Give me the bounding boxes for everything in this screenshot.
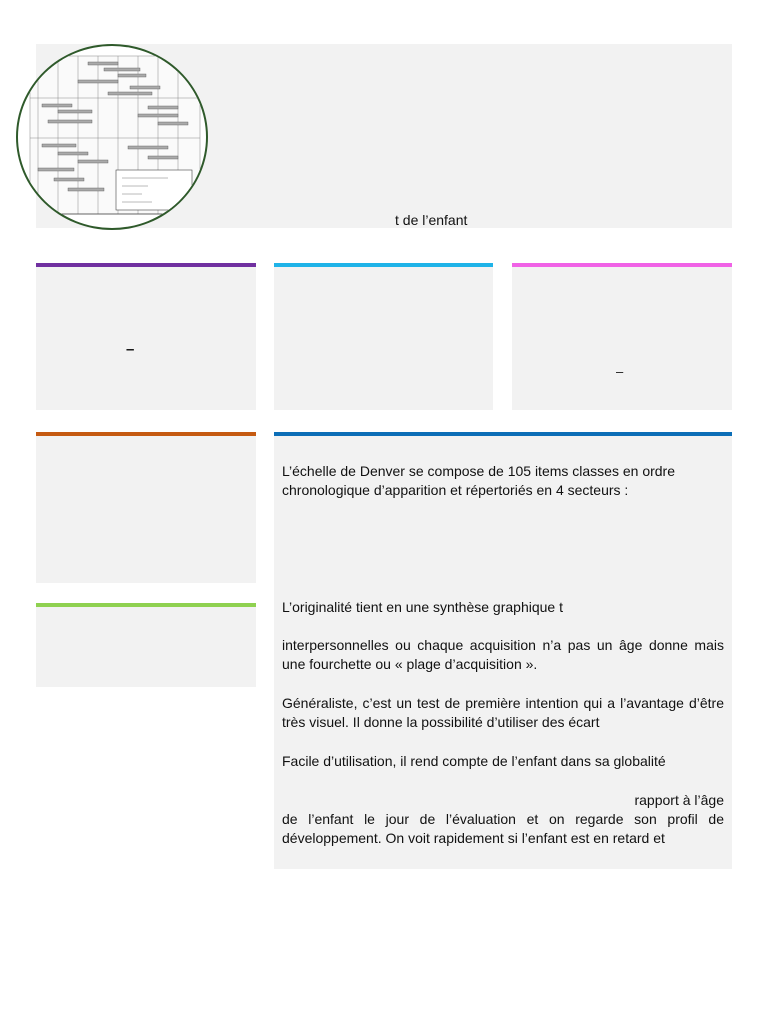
- paragraph-ease-of-use: Facile d’utilisation, il rend compte de l’enfant dans sa globalité: [282, 753, 666, 769]
- tile-accent-bar: [36, 263, 256, 267]
- denver-chart-thumbnail: [16, 44, 208, 230]
- tile-accent-bar: [36, 603, 256, 607]
- paragraph-profile: [282, 791, 724, 848]
- paragraph-intro: L’échelle de Denver se compose de 105 items classes en ordre chronologique d’apparition et répertoriés en 4 secteurs :: [282, 463, 675, 498]
- tile-orange: [36, 432, 256, 583]
- tile-dash: –: [126, 341, 135, 358]
- tile-accent-bar: [274, 263, 493, 267]
- main-content-panel: [274, 432, 732, 869]
- paragraph-profile-first-line: rapport à l’âge: [634, 792, 724, 808]
- chart-image-icon: [18, 46, 206, 228]
- tile-accent-bar: [36, 432, 256, 436]
- tile-dash: –: [616, 364, 624, 379]
- tile-cyan: [274, 263, 493, 410]
- paragraph-profile-body: de l’enfant le jour de l’évaluation et on regarde son profil de développement. On voit rapidement si l’enfant est en retard et: [282, 811, 724, 846]
- header-title: t de l’enfant: [395, 212, 468, 228]
- tile-accent-bar: [512, 263, 732, 267]
- paragraph-generalist: Généraliste, c’est un test de première intention qui a l’avantage d’être très visuel. Il donne la possibilité d’utiliser des écart: [282, 695, 724, 730]
- paragraph-interpersonal: interpersonnelles ou chaque acquisition n’a pas un âge donne mais une fourchette ou « plage d’acquisition ».: [282, 637, 724, 672]
- tile-purple: [36, 263, 256, 410]
- main-accent-bar: [274, 432, 732, 436]
- paragraph-originality: L’originalité tient en une synthèse graphique t: [282, 599, 563, 615]
- tile-pink: [512, 263, 732, 410]
- tile-green: [36, 603, 256, 687]
